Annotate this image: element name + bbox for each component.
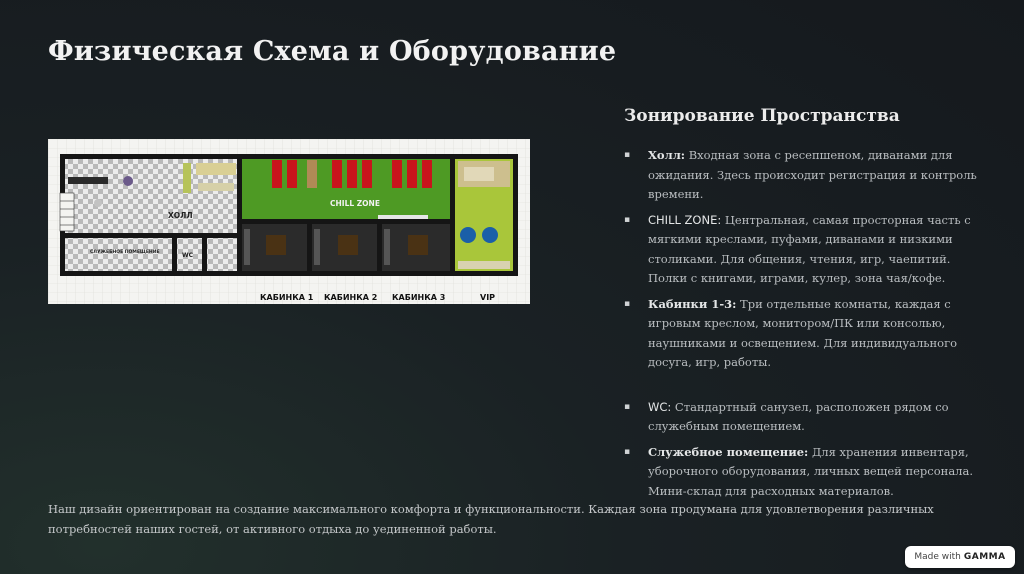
zone-term: Холл:	[648, 148, 686, 162]
zone-description: Для хранения инвентаря, уборочного оборудования, личных вещей персонала. Мини-склад для расходных материалов.	[648, 444, 973, 498]
footer-text: Наш дизайн ориентирован на создание максимального комфорта и функциональности. Каждая зона продумана для удовлетворения различных потребностей наших гостей, от активного отдыха до уединенной работы.	[48, 502, 934, 536]
zone-item-chill	[624, 211, 980, 289]
zone-description: Три отдельные комнаты, каждая с игровым креслом, монитором/ПК или консолью, наушниками и освещением. Для индивидуального досуга, игр, работы.	[648, 296, 958, 369]
zone-list	[624, 146, 980, 501]
chill-chairs	[272, 160, 432, 188]
bullet-icon: ▪	[624, 150, 631, 160]
stairs	[60, 193, 74, 231]
badge-prefix: Made with	[914, 552, 961, 562]
service-room-label: СЛУЖЕБНОЕ ПОМЕЩЕНИЕ	[90, 250, 160, 255]
hall-label: ХОЛЛ	[168, 211, 193, 220]
zone-item-service	[624, 443, 980, 502]
zone-term: Кабинки 1-3:	[648, 296, 737, 311]
zone-item-wc	[624, 398, 980, 437]
zone-term: CHILL ZONE:	[648, 212, 722, 227]
floor-plan-drawing	[48, 139, 530, 304]
bullet-icon: ▪	[624, 214, 631, 225]
bullet-icon: ▪	[624, 298, 631, 309]
zone-description: Стандартный санузел, расположен рядом со служебным помещением.	[648, 399, 949, 433]
zone-item-hall	[624, 146, 980, 205]
zone-term: WC:	[648, 399, 672, 414]
booth-3-label: КАБИНКА 3	[392, 293, 446, 302]
made-with-gamma-badge[interactable]	[905, 546, 1015, 568]
bullet-icon: ▪	[624, 401, 631, 412]
gamma-logo: GAMMA	[963, 552, 1006, 562]
booth-1-label: КАБИНКА 1	[260, 293, 314, 302]
zone-term: Служебное помещение:	[648, 444, 809, 459]
reception-desk	[68, 177, 108, 184]
page-title: Физическая Схема и Оборудование	[48, 36, 617, 67]
zone-description: Центральная, самая просторная часть с мягкими креслами, пуфами, диванами и низкими столиками. Для общения, чтения, игр, чаепитий. Полки с книгами, играми, кулер, зона чая/кофе.	[648, 212, 971, 285]
wc-label: WC	[182, 252, 194, 259]
bullet-icon: ▪	[624, 446, 631, 457]
section-heading: Зонирование Пространства	[624, 106, 900, 126]
zone-description: Входная зона с ресепшеном, диванами для ожидания. Здесь происходит регистрация и контроль времени.	[648, 148, 977, 201]
booth-2-label: КАБИНКА 2	[324, 293, 378, 302]
chill-zone-label: CHILL ZONE	[330, 199, 380, 208]
floor-plan-image	[48, 139, 530, 304]
vip-label: VIP	[480, 293, 496, 302]
zone-item-booths	[624, 295, 980, 373]
